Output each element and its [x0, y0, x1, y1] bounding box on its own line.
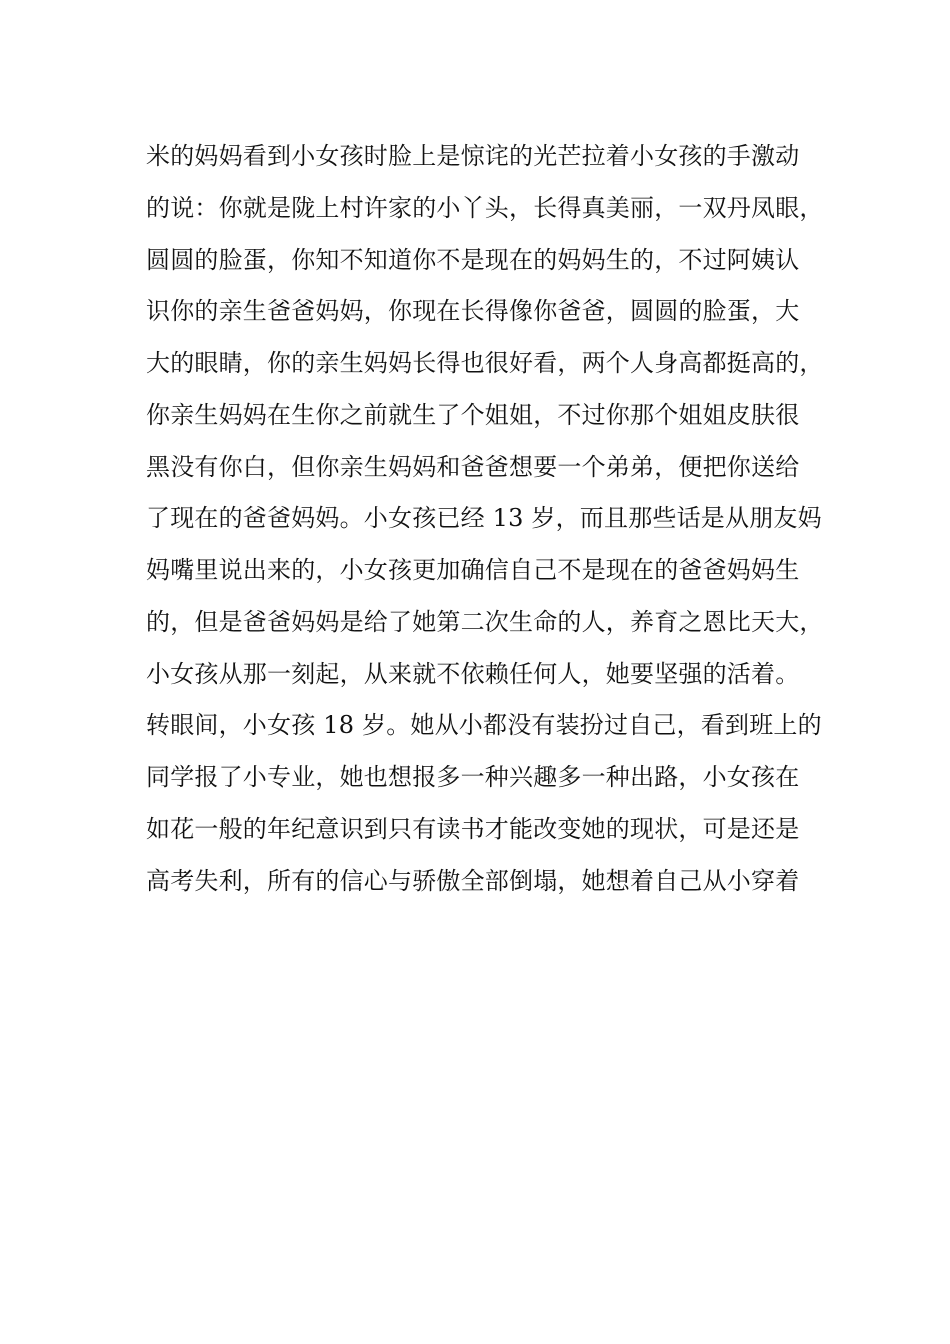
text-line: 转眼间，小女孩 18 岁。她从小都没有装扮过自己，看到班上的 — [146, 711, 822, 740]
text-line: 高考失利，所有的信心与骄傲全部倒塌，她想着自己从小穿着 — [146, 866, 800, 895]
text-line: 米的妈妈看到小女孩时脸上是惊诧的光芒拉着小女孩的手激动 — [146, 142, 800, 170]
text-line: 的说：你就是陇上村许家的小丫头，长得真美丽，一双丹凤眼， — [146, 193, 824, 222]
body-text — [146, 138, 826, 914]
text-line: 了现在的爸爸妈妈。小女孩已经 13 岁，而且那些话是从朋友妈 — [146, 504, 822, 533]
text-line: 小女孩从那一刻起，从来就不依赖任何人，她要坚强的活着。 — [146, 659, 800, 688]
text-line: 同学报了小专业，她也想报多一种兴趣多一种出路，小女孩在 — [146, 763, 800, 791]
text-line: 如花一般的年纪意识到只有读书才能改变她的现状，可是还是 — [146, 814, 800, 843]
text-line: 大的眼睛，你的亲生妈妈长得也很好看，两个人身高都挺高的， — [146, 349, 824, 377]
text-line: 妈嘴里说出来的，小女孩更加确信自己不是现在的爸爸妈妈生 — [146, 556, 800, 584]
text-line: 你亲生妈妈在生你之前就生了个姐姐，不过你那个姐姐皮肤很 — [146, 400, 800, 429]
text-line: 的，但是爸爸妈妈是给了她第二次生命的人，养育之恩比天大， — [146, 607, 824, 636]
text-line: 黑没有你白，但你亲生妈妈和爸爸想要一个弟弟，便把你送给 — [146, 452, 800, 481]
text-line: 识你的亲生爸爸妈妈，你现在长得像你爸爸，圆圆的脸蛋，大 — [146, 297, 800, 326]
text-line: 圆圆的脸蛋，你知不知道你不是现在的妈妈生的，不过阿姨认 — [146, 245, 800, 274]
